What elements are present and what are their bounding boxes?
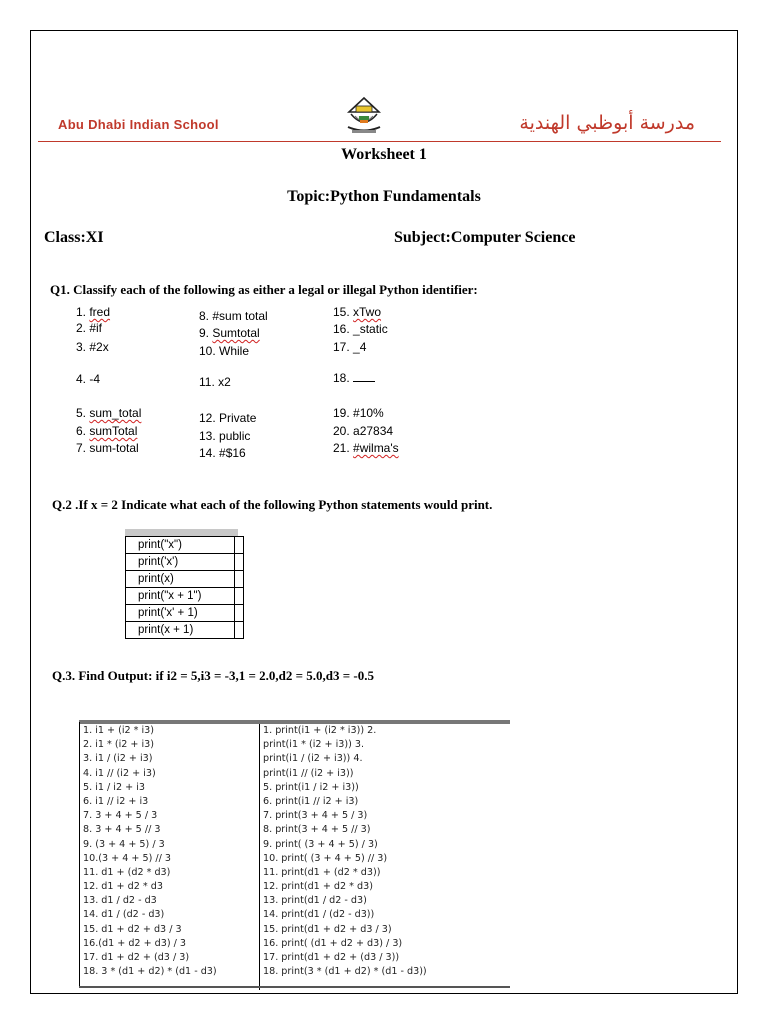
q1-item: 12. Private [199, 411, 257, 425]
list-item: 3. i1 / (i2 + i3) [83, 753, 153, 765]
q1-item: 13. public [199, 429, 251, 443]
table-row: print("x + 1") [126, 588, 244, 605]
worksheet-title: Worksheet 1 [341, 146, 427, 163]
table-row: print('x' + 1) [126, 605, 244, 622]
q1-item: 6. sumTotal [76, 424, 138, 438]
q3-expressions [83, 724, 260, 990]
q1-item: 5. sum_total [76, 406, 142, 420]
list-item: 12. d1 + d2 * d3 [83, 881, 163, 893]
q1-item: 2. #if [76, 321, 103, 335]
list-item: 17. print(d1 + d2 + (d3 / 3)) [263, 952, 400, 963]
list-item: 8. print(3 + 4 + 5 // 3) [263, 824, 371, 836]
list-item: 8. 3 + 4 + 5 // 3 [83, 824, 161, 836]
q1-item: 1. fred [76, 305, 111, 319]
q1-item: 11. x2 [199, 375, 231, 389]
q1-item: 7. sum-total [76, 441, 139, 455]
list-item: 7. print(3 + 4 + 5 / 3) [263, 810, 368, 822]
q3-table-left-border [79, 722, 80, 988]
table-row: print(x) [126, 571, 244, 588]
q1-item: 19. #10% [333, 406, 384, 420]
list-item: print(i1 * (i2 + i3)) 3. [263, 739, 365, 751]
class-label: Class:XI [44, 229, 104, 246]
list-item: 18. 3 * (d1 + d2) * (d1 - d3) [83, 966, 217, 978]
list-item: 4. i1 // (i2 + i3) [83, 767, 156, 779]
list-item: 15. d1 + d2 + d3 / 3 [83, 923, 182, 935]
q1-item: 21. #wilma's [333, 441, 399, 455]
school-logo [343, 94, 385, 141]
list-item: print(i1 // (i2 + i3)) [263, 767, 354, 779]
q1-item: 18. [333, 371, 375, 385]
list-item: 12. print(d1 + d2 * d3) [263, 881, 373, 893]
q3-table [79, 720, 510, 990]
q3-table-bottom-border [79, 986, 510, 988]
q1-item: 8. #sum total [199, 309, 268, 323]
q3-question: Q.3. Find Output: if i2 = 5,i3 = -3,1 = 2.0,d2 = 5.0,d3 = -0.5 [52, 668, 374, 683]
list-item: 2. i1 * (i2 + i3) [83, 739, 155, 751]
q2-table [125, 536, 244, 639]
list-item: 16.(d1 + d2 + d3) / 3 [83, 937, 187, 949]
q1-question: Q1. Classify each of the following as either a legal or illegal Python identifier: [50, 282, 478, 297]
list-item: 6. i1 // i2 + i3 [83, 795, 149, 807]
q1-item: 14. #$16 [199, 446, 246, 460]
school-name-arabic: مدرسة أبوظبي الهندية [519, 112, 695, 134]
q1-item: 10. While [199, 344, 250, 358]
list-item: 9. (3 + 4 + 5) / 3 [83, 838, 165, 850]
table-row: print('x') [126, 554, 244, 571]
list-item: 17. d1 + d2 + (d3 / 3) [83, 952, 190, 963]
list-item: 13. print(d1 / d2 - d3) [263, 895, 367, 907]
q1-item: 9. Sumtotal [199, 326, 260, 340]
list-item: 9. print( (3 + 4 + 5) / 3) [263, 838, 378, 850]
q1-item: 3. #2x [76, 340, 109, 354]
table-row: print(x + 1) [126, 622, 244, 639]
q2-question: Q.2 .If x = 2 Indicate what each of the following Python statements would print. [52, 497, 493, 512]
table-row: print("x") [126, 537, 244, 554]
header-divider [38, 141, 721, 142]
list-item: print(i1 / (i2 + i3)) 4. [263, 753, 363, 765]
q1-item: 20. a27834 [333, 424, 394, 438]
list-item: 13. d1 / d2 - d3 [83, 895, 157, 907]
q1-item: 15. xTwo [333, 305, 382, 319]
list-item: 10. print( (3 + 4 + 5) // 3) [263, 852, 388, 864]
list-item: 1. i1 + (i2 * i3) [83, 725, 155, 736]
list-item: 14. d1 / (d2 - d3) [83, 909, 165, 921]
list-item: 5. print(i1 / i2 + i3)) [263, 781, 359, 793]
list-item: 11. d1 + (d2 * d3) [83, 866, 171, 878]
list-item: 18. print(3 * (d1 + d2) * (d1 - d3)) [263, 966, 427, 978]
q1-item: 4. -4 [76, 372, 101, 386]
list-item: 1. print(i1 + (i2 * i3)) 2. [263, 725, 377, 736]
topic-heading: Topic:Python Fundamentals [287, 188, 481, 205]
list-item: 14. print(d1 / (d2 - d3)) [263, 909, 375, 921]
subject-label: Subject:Computer Science [394, 229, 576, 246]
q1-item: 16. _static [333, 322, 388, 336]
list-item: 16. print( (d1 + d2 + d3) / 3) [263, 937, 403, 949]
q3-print-statements [263, 724, 427, 979]
list-item: 5. i1 / i2 + i3 [83, 781, 145, 793]
list-item: 11. print(d1 + (d2 * d3)) [263, 866, 381, 878]
list-item: 10.(3 + 4 + 5) // 3 [83, 852, 171, 864]
school-name-english: Abu Dhabi Indian School [58, 117, 219, 132]
table-header-bar [125, 529, 238, 536]
q1-item: 17. _4 [333, 340, 367, 354]
list-item: 15. print(d1 + d2 + d3 / 3) [263, 923, 392, 935]
list-item: 6. print(i1 // i2 + i3) [263, 795, 359, 807]
list-item: 7. 3 + 4 + 5 / 3 [83, 810, 158, 822]
